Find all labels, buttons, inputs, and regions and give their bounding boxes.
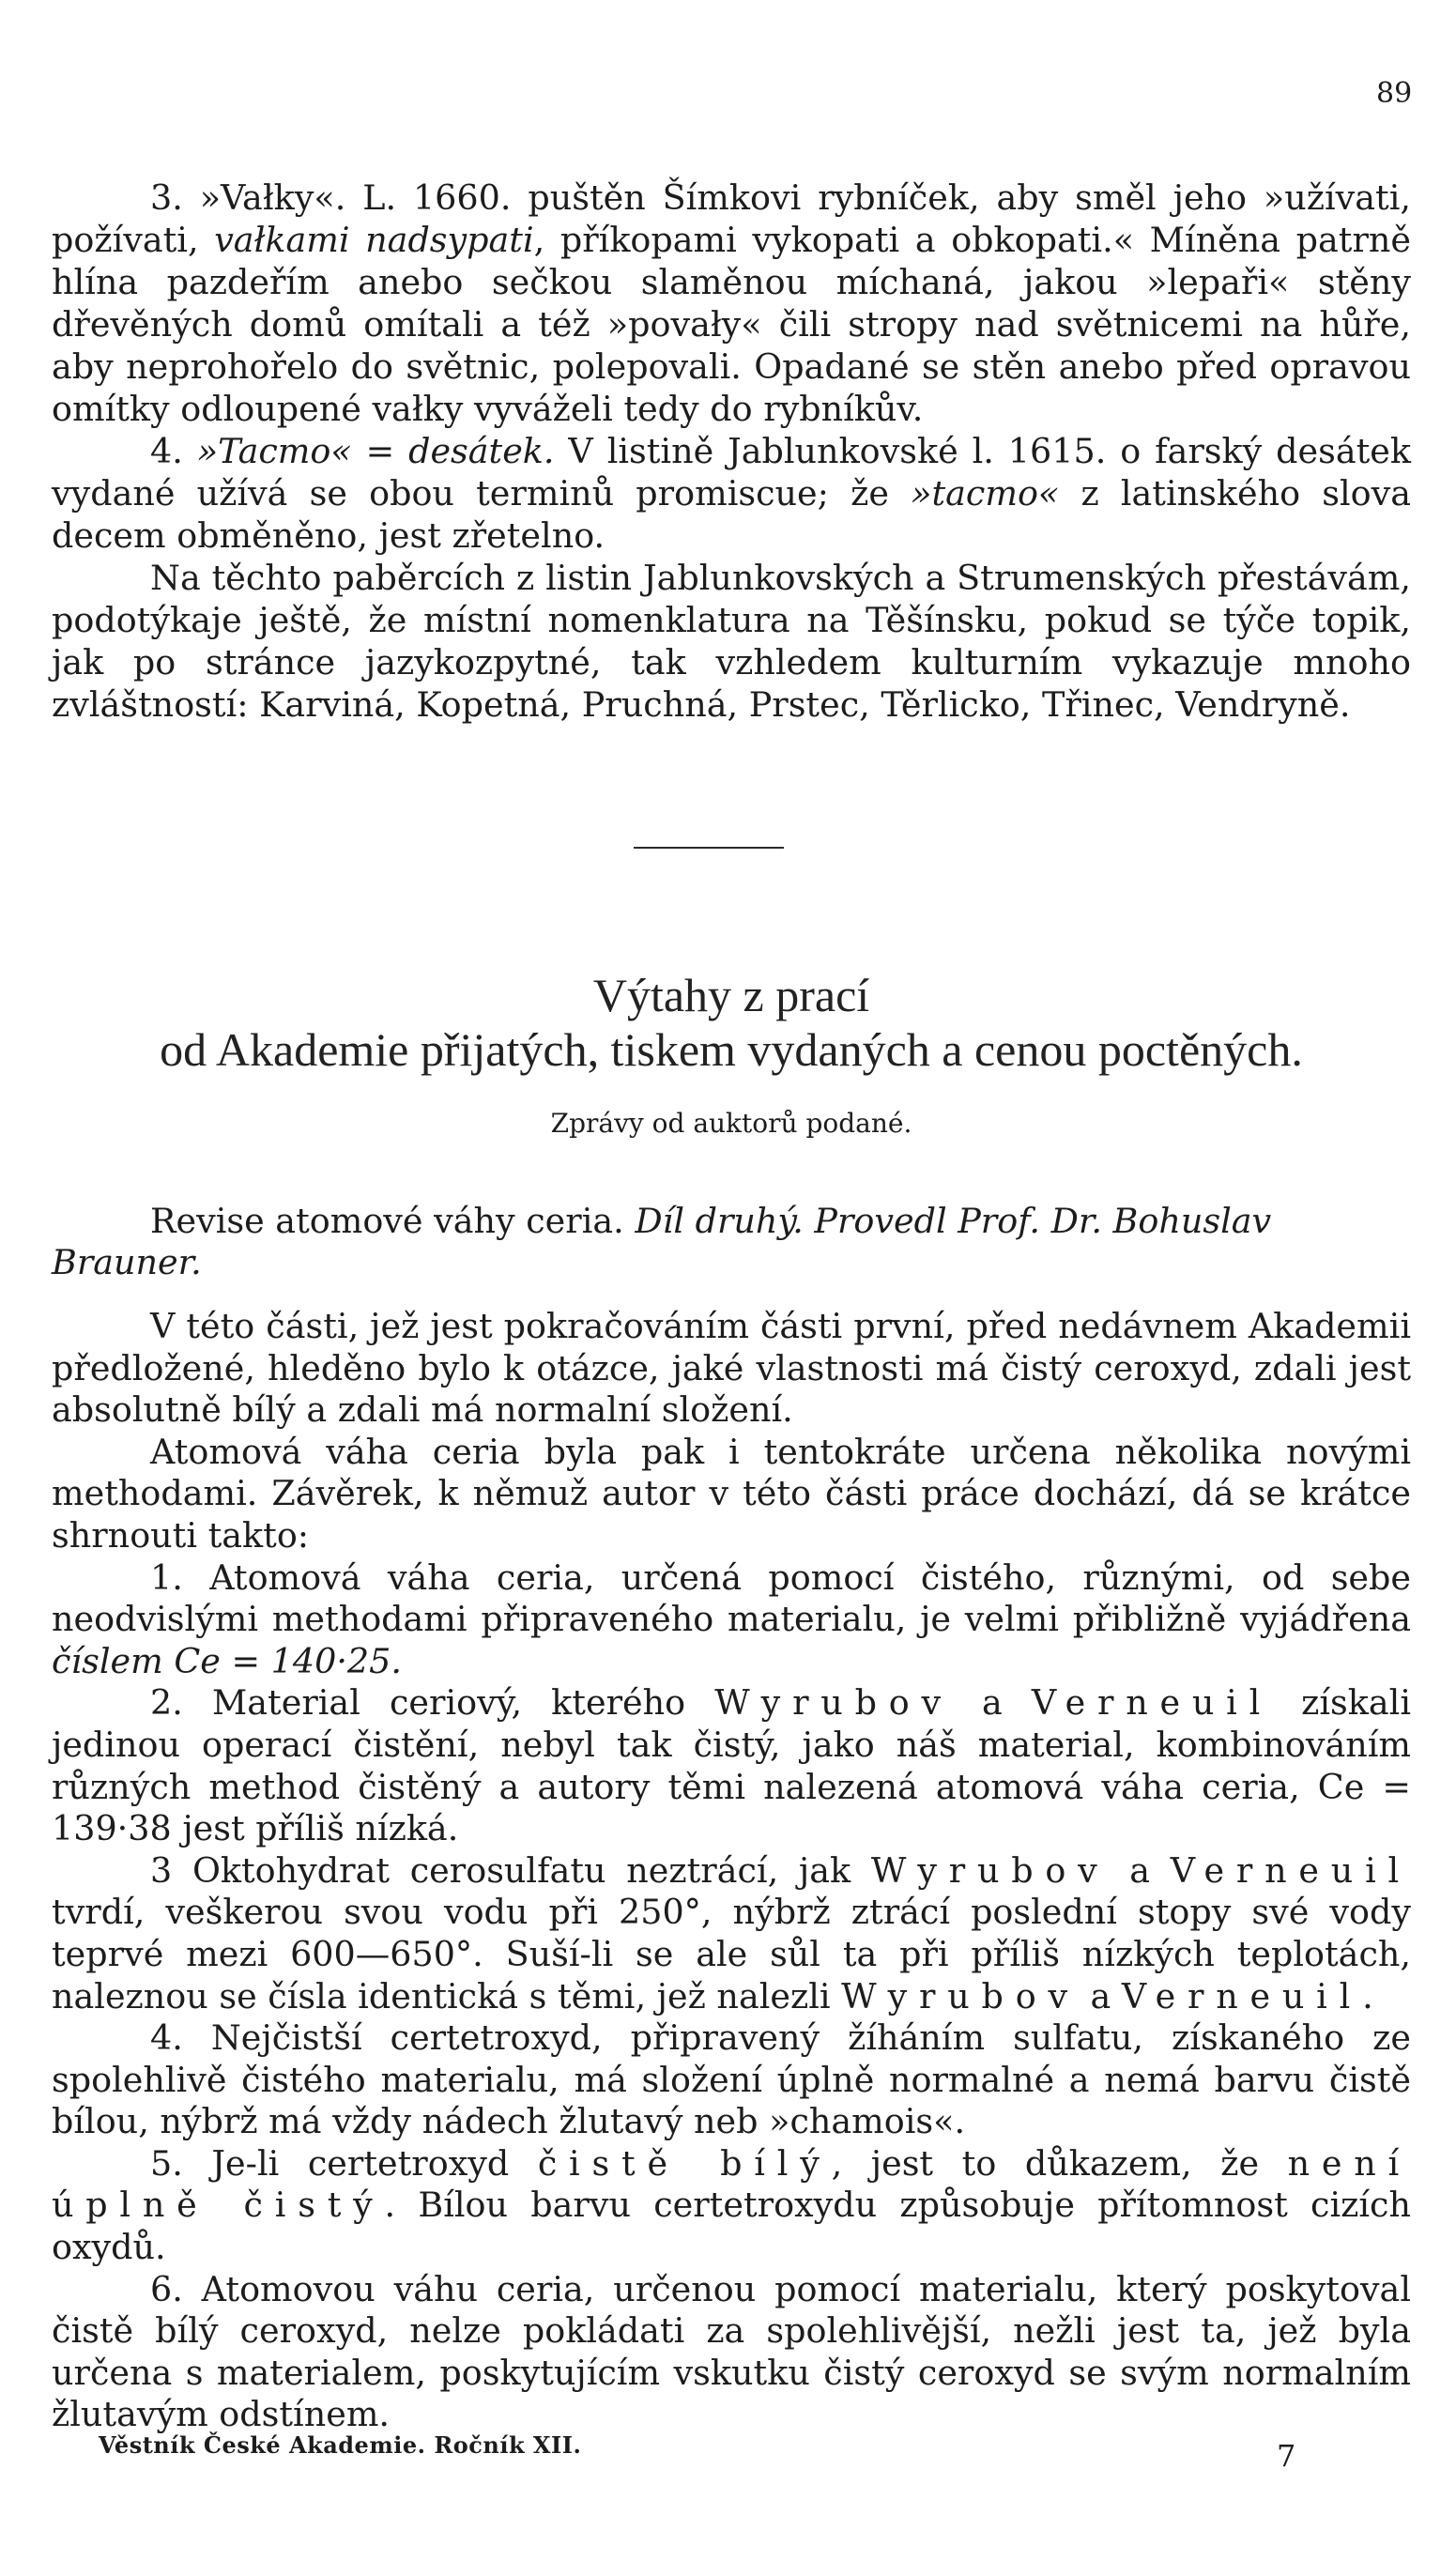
heading-line-2: od Akademie přijatých, tiskem vydaných a cenou poctěných. bbox=[160, 1023, 1303, 1076]
section-heading bbox=[52, 969, 1411, 1139]
article-item-3 bbox=[52, 1850, 1411, 2017]
text-span: 4. bbox=[150, 431, 197, 471]
italic-term: »Tacmo« = desátek. bbox=[196, 431, 555, 471]
article-title bbox=[52, 1201, 1411, 1283]
text-span: V listině Jablunkovské l. 1615. o farský desátek vydané užívá se obou terminů promiscue; že bbox=[52, 431, 1411, 514]
spaced-name: Wyrubov bbox=[841, 1975, 1080, 2016]
title-text: Revise atomové váhy ceria. bbox=[150, 1201, 624, 1241]
text-span: získali jedinou operací čistění, nebyl tak čistý, jako náš material, kombinováním různých method čistěný a autory těmi nalezená atomová váha ceria, Ce = 139·38 jest příliš nízká. bbox=[52, 1682, 1411, 1849]
text-span: tvrdí, veškerou svou vodu při 250°, nýbrž ztrácí poslední stopy své vody teprvé mezi 600—650°. Suší-li se ale sůl ta při příliš nízkých teplotách, naleznou se čísla identická s těmi, jež nalezli bbox=[52, 1892, 1411, 2016]
italic-term: vałkami nadsypati bbox=[214, 220, 534, 260]
paragraph-tacmo bbox=[52, 430, 1411, 557]
text-span: . bbox=[1362, 1975, 1373, 2016]
paragraph-valky bbox=[52, 176, 1411, 430]
heading-line-1: Výtahy z prací bbox=[592, 969, 870, 1021]
article-paragraph: Atomová váha ceria byla pak i tentokráte určena několika novými methodami. Závěrek, k němuž autor v této části práce dochází, dá se krátce shrnouti takto: bbox=[52, 1431, 1411, 1556]
article-item-4: 4. Nejčistší certetroxyd, připravený žíháním sulfatu, získaného ze spolehlivě čistého materialu, má složení úplně normalné a nemá barvu čistě bílou, nýbrž má vždy nádech žlutavý neb »chamois«. bbox=[52, 2017, 1411, 2142]
text-span: 2. Material ceriový, kterého bbox=[150, 1682, 715, 1724]
text-span: , příkopami vykopati a obkopati.« Míněna patrně hlína pazdeřím anebo sečkou slaměnou míchaná, jakou »lepaři« stěny dřevěných domů omítali a též »povały« čili stropy nad světnicemi na hůře, aby neprohořelo do světnic, polepovali. Opadané se stěn anebo před opravou omítky odloupené vałky vyváželi tedy do rybníkův. bbox=[52, 220, 1412, 429]
article-item-6: 6. Atomovou váhu ceria, určenou pomocí materialu, který poskytoval čistě bílý ceroxyd, nelze pokládati za spolehlivější, nežli jest ta, jež byla určena s materialem, poskytujícím vskutku čistý ceroxyd se svým normalním žlutavým odstínem. bbox=[52, 2268, 1411, 2435]
text-span: 3. »Vałky«. L. 1660. puštěn Šímkovi rybníček, aby směl jeho »užívati, požívati, bbox=[52, 177, 1411, 260]
text-span: a bbox=[952, 1682, 1032, 1724]
footer-journal: Věstník České Akademie. Ročník XII. bbox=[99, 2431, 582, 2459]
text-span: , jest to důkazem, že bbox=[831, 2142, 1288, 2184]
spaced-name: Verneuil bbox=[1170, 1849, 1411, 1891]
article-item-5 bbox=[52, 2143, 1411, 2269]
spaced-emphasis: čistě bílý bbox=[537, 2142, 832, 2184]
italic-term: »tacmo« bbox=[911, 473, 1060, 514]
article-item-1 bbox=[52, 1557, 1411, 1683]
formula: číslem Ce = 140·25. bbox=[52, 1640, 402, 1681]
article-paragraph: V této části, jež jest pokračováním části první, před nedávnem Akademii předložené, hleděno bylo k otázce, jaké vlastnosti má čistý ceroxyd, zdali jest absolutně bílý a zdali má normalní složení. bbox=[52, 1306, 1411, 1431]
text-span: 5. Je-li certetroxyd bbox=[150, 2142, 538, 2184]
text-span: . Bílou barvu certetroxydu způsobuje přítomnost cizích oxydů. bbox=[52, 2185, 1411, 2268]
footer-sheet-number: 7 bbox=[1277, 2438, 1296, 2474]
spaced-name: Verneuil bbox=[1121, 1975, 1363, 2016]
section-notes bbox=[52, 176, 1411, 726]
text-span: 1. Atomová váha ceria, určená pomocí čistého, různými, od sebe neodvislými methodami připraveného materialu, je velmi přibližně vyjádřena bbox=[52, 1556, 1411, 1640]
page-number: 89 bbox=[1376, 77, 1413, 110]
text-span: a bbox=[1109, 1849, 1171, 1891]
section-divider bbox=[634, 847, 784, 849]
text-span: a bbox=[1079, 1975, 1122, 2016]
subheading: Zprávy od auktorů podané. bbox=[550, 1108, 912, 1139]
spaced-name: Verneuil bbox=[1031, 1682, 1273, 1724]
text-span: 3 Oktohydrat cerosulfatu neztrácí, jak bbox=[150, 1849, 871, 1891]
paragraph-conclusion: Na těchto paběrcích z listin Jablunkovských a Strumenských přestávám, podotýkaje ještě, že místní nomenklatura na Těšínsku, pokud se týče topik, jak po stránce jazykozpytné, tak vzhledem kulturním vykazuje mnoho zvláštností: Karviná, Kopetná, Pruchná, Prstec, Těrlicko, Třinec, Vendryně. bbox=[52, 558, 1411, 725]
spaced-name: Wyrubov bbox=[714, 1682, 953, 1724]
spaced-name: Wyrubov bbox=[870, 1849, 1110, 1891]
author-line: Díl druhý. Provedl Prof. Dr. Bohuslav Brauner. bbox=[52, 1201, 1272, 1282]
article bbox=[52, 1201, 1411, 2436]
spaced-emphasis: není úplně čistý bbox=[52, 2142, 1411, 2226]
text-span: z latinského slova decem obměněno, jest zřetelno. bbox=[52, 473, 1411, 556]
article-item-2 bbox=[52, 1682, 1411, 1849]
